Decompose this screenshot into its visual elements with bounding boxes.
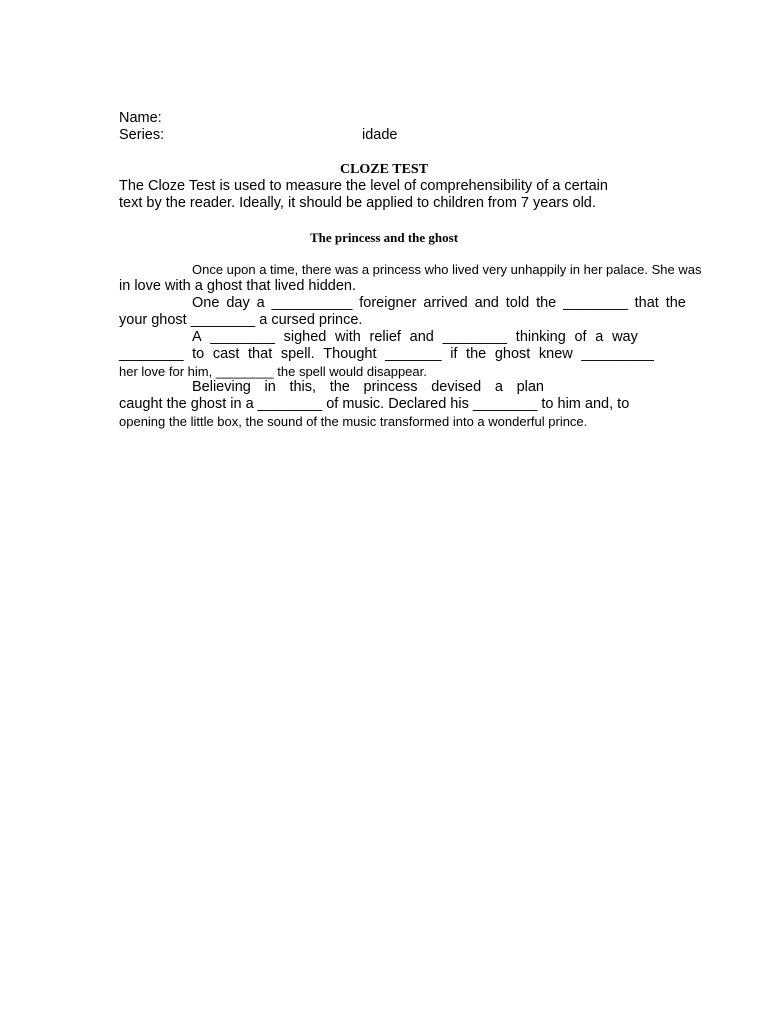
story-word: that — [248, 346, 273, 362]
story-word: Believing — [192, 379, 251, 395]
blank-field: ________ — [442, 329, 508, 345]
story-word: foreigner — [359, 295, 417, 311]
intro-line-1: The Cloze Test is used to measure the level of comprehensibility of a certain — [119, 178, 608, 194]
intro-line-2: text by the reader. Ideally, it should be applied to children from 7 years old. — [119, 195, 596, 211]
story-word: relief — [369, 329, 401, 345]
story-word: the — [536, 295, 557, 311]
story-p1-line-1: Once upon a time, there was a princess who lived very unhappily in her palace. She was — [192, 262, 702, 277]
series-label: Series: — [119, 127, 165, 143]
story-word: of — [574, 329, 587, 345]
story-word: the — [466, 346, 487, 362]
story-word: cast — [212, 346, 240, 362]
story-word: knew — [538, 346, 573, 362]
story-word: that — [634, 295, 659, 311]
story-word: princess — [363, 379, 418, 395]
story-p2-line-1 — [192, 295, 686, 312]
story-p3-line-3: her love for him, ________ the spell would disappear. — [119, 364, 427, 379]
story-word: this, — [289, 379, 317, 395]
story-word: a — [256, 295, 265, 311]
story-p4-line-1 — [192, 379, 544, 396]
story-p4-line-2: caught the ghost in a ________ of music. Declared his ________ to him and, to — [119, 396, 630, 412]
story-p1-line-2: in love with a ghost that lived hidden. — [119, 278, 356, 294]
blank-field: ________ — [210, 329, 275, 345]
story-word: with — [335, 329, 361, 345]
story-word: and — [409, 329, 434, 345]
story-word: ghost — [494, 346, 531, 362]
blank-field: __________ — [271, 295, 353, 311]
blank-field: ________ — [119, 346, 184, 362]
story-word: thinking — [515, 329, 566, 345]
story-p3-line-1 — [192, 329, 638, 346]
story-word: One — [192, 295, 220, 311]
page-title: CLOZE TEST — [339, 162, 429, 177]
story-word: if — [450, 346, 458, 362]
story-word: devised — [431, 379, 482, 395]
story-word: a — [494, 379, 503, 395]
blank-field: _________ — [581, 346, 654, 362]
story-title: The princess and the ghost — [309, 230, 459, 245]
story-word: day — [226, 295, 250, 311]
blank-field: ________ — [563, 295, 628, 311]
story-word: spell. — [280, 346, 315, 362]
story-p4-line-3: opening the little box, the sound of the music transformed into a wonderful prince. — [119, 414, 588, 429]
story-word: a — [595, 329, 604, 345]
story-word: told — [505, 295, 530, 311]
story-word: way — [612, 329, 638, 345]
story-word: arrived — [423, 295, 468, 311]
story-word: to — [192, 346, 205, 362]
story-p2-line-2: your ghost ________ a cursed prince. — [119, 312, 363, 328]
story-word: in — [264, 379, 276, 395]
name-label: Name: — [119, 110, 162, 126]
story-word: A — [192, 329, 202, 345]
story-word: and — [474, 295, 499, 311]
story-word: the — [665, 295, 686, 311]
story-word: plan — [516, 379, 544, 395]
story-p3-line-2 — [119, 346, 654, 363]
story-word: Thought — [323, 346, 377, 362]
age-label: idade — [362, 127, 398, 143]
blank-field: _______ — [385, 346, 442, 362]
story-word: sighed — [283, 329, 327, 345]
story-word: the — [329, 379, 350, 395]
